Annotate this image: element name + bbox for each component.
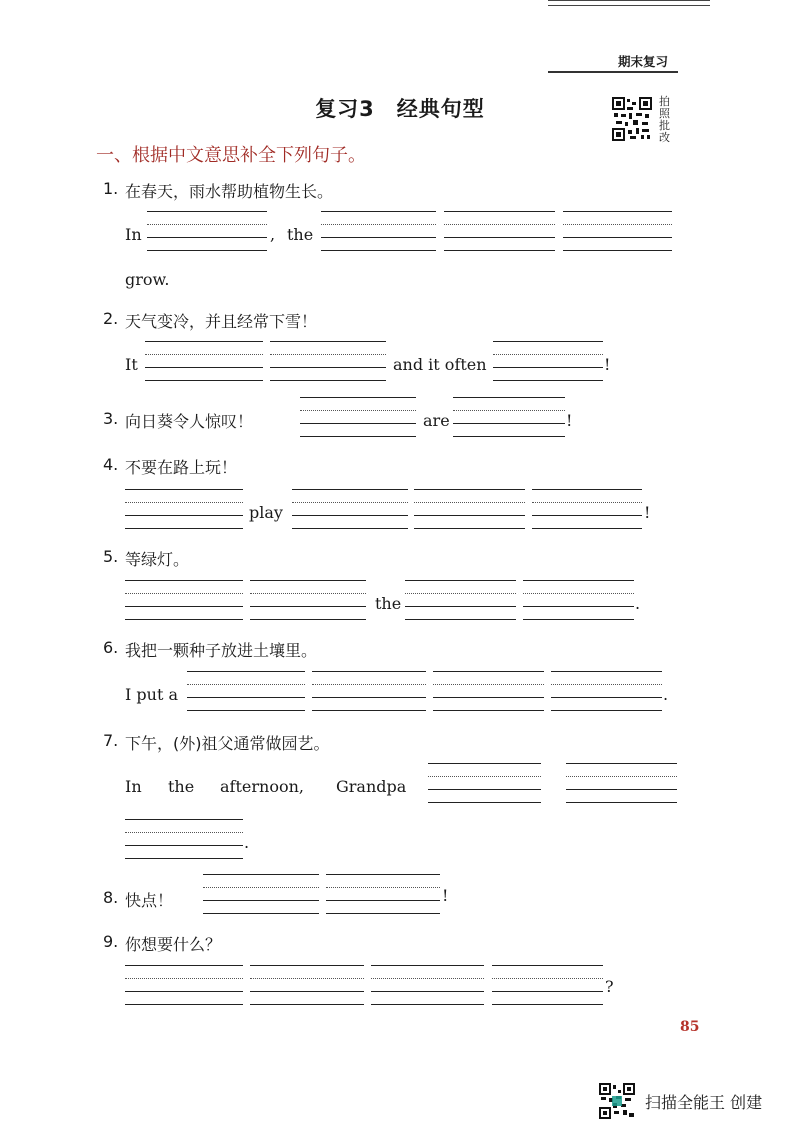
page-number: 85 — [680, 1019, 700, 1035]
q7-blank-3[interactable] — [125, 819, 243, 861]
q2-blank-3[interactable] — [493, 341, 603, 383]
q3-blank-2[interactable] — [453, 397, 565, 439]
q9-number: 9. — [103, 932, 119, 951]
q7-chinese: 下午，(外)祖父通常做园艺。 — [125, 734, 330, 753]
q5-chinese: 等绿灯。 — [125, 550, 190, 569]
scanner-watermark: 扫描全能王 创建 — [645, 1093, 763, 1112]
q7-word: afternoon, — [220, 777, 304, 796]
q3-word: ! — [566, 411, 573, 430]
section-tag-rule — [548, 71, 678, 73]
instruction-heading: 一、根据中文意思补全下列句子。 — [96, 145, 366, 166]
q2-chinese: 天气变冷，并且经常下雪！ — [125, 312, 318, 331]
q7-word: . — [244, 833, 250, 852]
q2-blank-2[interactable] — [270, 341, 386, 383]
q7-word: In — [125, 777, 142, 796]
q5-number: 5. — [103, 547, 119, 566]
q2-word: ! — [604, 355, 611, 374]
q6-blank-3[interactable] — [433, 671, 544, 713]
q8-blank-2[interactable] — [326, 874, 440, 916]
q9-blank-2[interactable] — [250, 965, 364, 1007]
q7-blank-2[interactable] — [566, 763, 677, 805]
q1-number: 1. — [103, 179, 119, 198]
top-decor-rule — [548, 0, 710, 6]
q4-blank-3[interactable] — [414, 489, 525, 531]
q1-chinese: 在春天，雨水帮助植物生长。 — [125, 182, 334, 201]
q7-number: 7. — [103, 731, 119, 750]
q4-blank-1[interactable] — [125, 489, 243, 531]
q7-word: Grandpa — [336, 777, 407, 796]
q3-chinese: 向日葵令人惊叹！ — [125, 412, 254, 431]
q1-word: , — [270, 225, 276, 244]
q4-chinese: 不要在路上玩！ — [125, 458, 238, 477]
q2-blank-1[interactable] — [145, 341, 263, 383]
q6-chinese: 我把一颗种子放进土壤里。 — [125, 641, 318, 660]
q8-number: 8. — [103, 888, 119, 907]
qr-label: 拍照批改 — [659, 95, 670, 144]
q1-word: the — [287, 225, 314, 244]
section-tag: 期末复习 — [618, 54, 669, 69]
q6-blank-1[interactable] — [187, 671, 305, 713]
q9-word: ? — [605, 977, 614, 996]
page-title: 复习3 经典句型 — [315, 97, 485, 121]
q9-chinese: 你想要什么？ — [125, 935, 222, 954]
q8-chinese: 快点！ — [125, 891, 174, 910]
q6-blank-2[interactable] — [312, 671, 426, 713]
q8-blank-1[interactable] — [203, 874, 319, 916]
q7-blank-1[interactable] — [428, 763, 541, 805]
q8-word: ! — [442, 886, 449, 905]
q4-word: ! — [644, 503, 651, 522]
q2-number: 2. — [103, 309, 119, 328]
q6-number: 6. — [103, 638, 119, 657]
q3-number: 3. — [103, 409, 119, 428]
q7-word: the — [168, 777, 195, 796]
q9-blank-3[interactable] — [371, 965, 484, 1007]
q1-blank-4[interactable] — [563, 211, 672, 253]
q4-blank-2[interactable] — [292, 489, 408, 531]
q5-blank-1[interactable] — [125, 580, 243, 622]
q1-word: In — [125, 225, 142, 244]
q2-word: and it often — [393, 355, 487, 374]
q3-blank-1[interactable] — [300, 397, 416, 439]
q6-word: I put a — [125, 685, 179, 704]
q4-blank-4[interactable] — [532, 489, 642, 531]
scanner-qr-icon — [599, 1083, 635, 1119]
q5-blank-2[interactable] — [250, 580, 366, 622]
q1-blank-2[interactable] — [321, 211, 436, 253]
q5-blank-4[interactable] — [523, 580, 634, 622]
q5-blank-3[interactable] — [405, 580, 516, 622]
qr-code-icon[interactable] — [612, 97, 652, 141]
q5-word: the — [375, 594, 402, 613]
q4-word: play — [249, 503, 283, 522]
q1-blank-1[interactable] — [147, 211, 267, 253]
q4-number: 4. — [103, 455, 119, 474]
q9-blank-1[interactable] — [125, 965, 243, 1007]
q1-blank-3[interactable] — [444, 211, 555, 253]
q3-word: are — [423, 411, 450, 430]
q6-word: . — [663, 685, 669, 704]
q9-blank-4[interactable] — [492, 965, 603, 1007]
q2-word: It — [125, 355, 138, 374]
q5-word: . — [635, 594, 641, 613]
q1-word: grow. — [125, 270, 170, 289]
q6-blank-4[interactable] — [551, 671, 662, 713]
